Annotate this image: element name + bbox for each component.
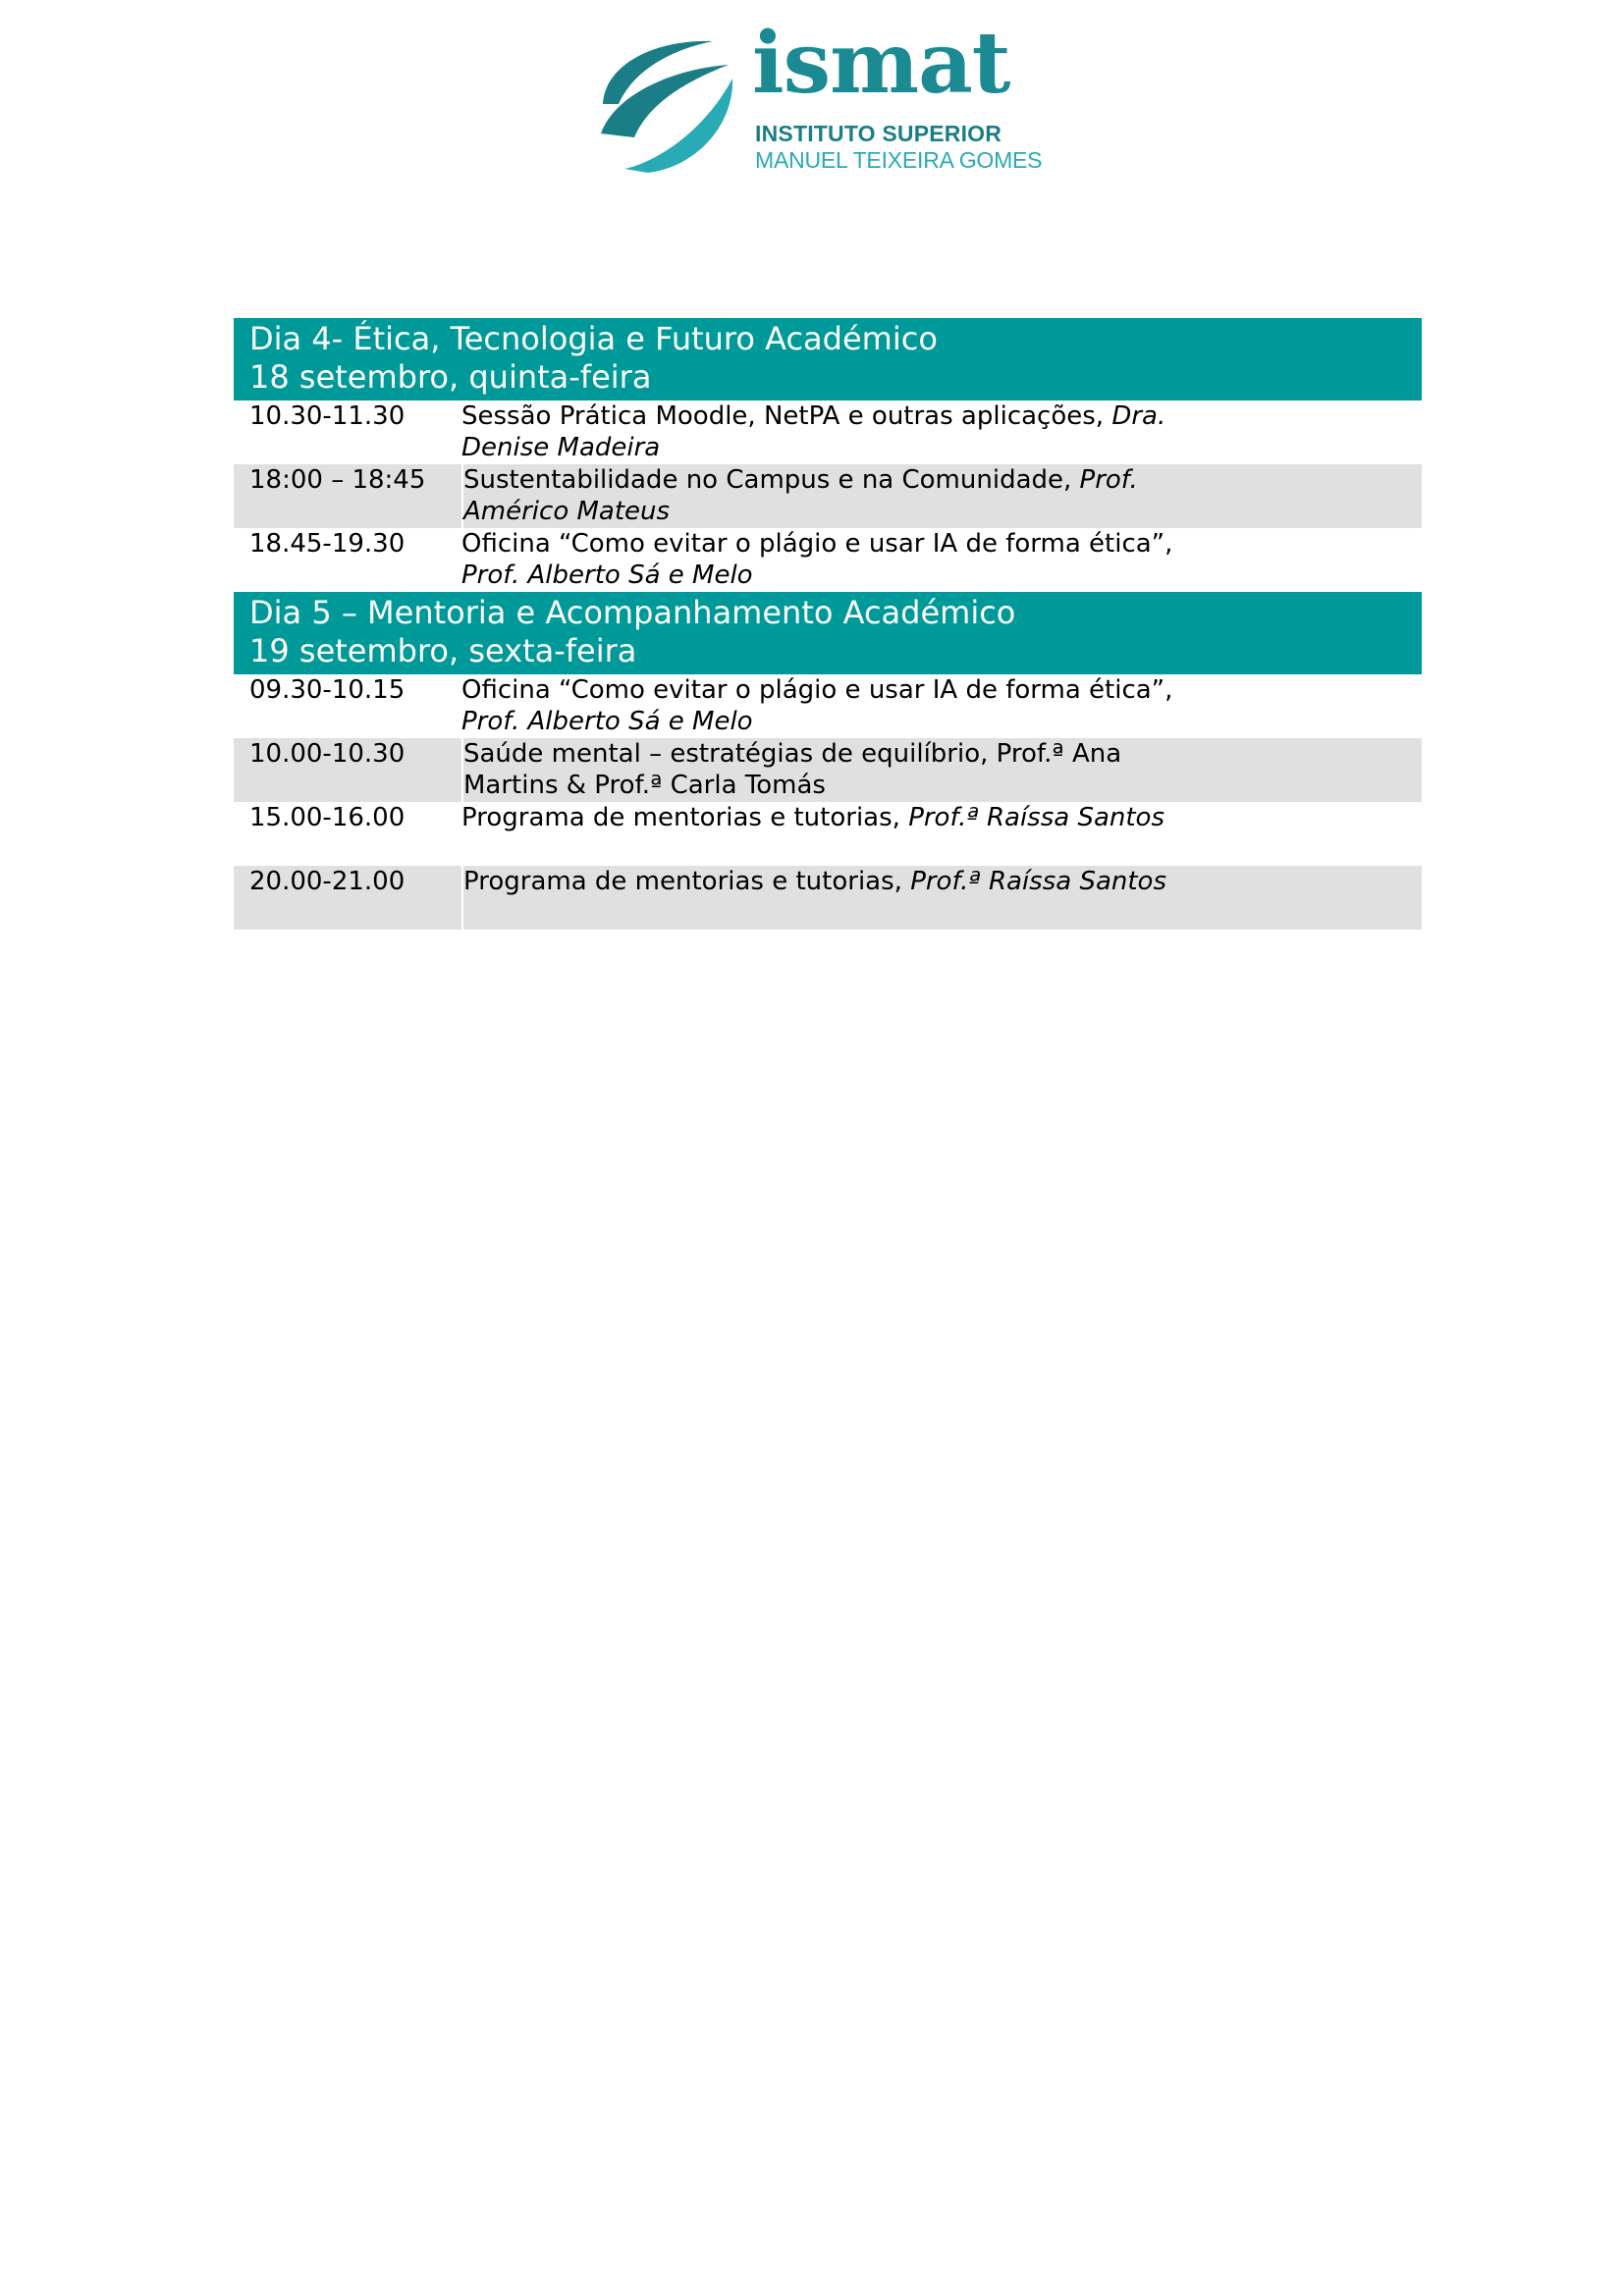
session-description: Saúde mental – estratégias de equilíbrio, Prof.ª Ana Martins & Prof.ª Carla Tomás [461, 738, 1422, 802]
ismat-logo [595, 14, 1043, 178]
session-description: Oficina “Como evitar o plágio e usar IA de forma ética”, Prof. Alberto Sá e Melo [461, 675, 1173, 736]
table-row [234, 400, 1422, 464]
day-header [234, 592, 1422, 674]
session-description: Programa de mentorias e tutorias, Prof.ª Raíssa Santos [461, 803, 1165, 832]
ismat-swoosh-icon [595, 35, 742, 178]
session-time: 20.00-21.00 [249, 867, 406, 896]
session-time: 18:00 – 18:45 [249, 465, 426, 495]
day-header [234, 318, 1422, 400]
session-description: Sustentabilidade no Campus e na Comunidade, Prof. Américo Mateus [461, 464, 1422, 528]
table-row [234, 464, 1422, 528]
session-speaker: Prof. Alberto Sá e Melo [461, 561, 753, 590]
session-time: 18.45-19.30 [249, 529, 406, 559]
session-time: 10.30-11.30 [249, 401, 406, 431]
schedule-table [234, 318, 1422, 930]
session-time: 09.30-10.15 [249, 675, 406, 705]
day-date: 18 setembro, quinta-feira [249, 358, 652, 396]
session-speaker: Dra. Denise Madeira [461, 401, 1166, 462]
day-title: Dia 5 – Mentoria e Acompanhamento Académico [249, 594, 1016, 631]
table-row [234, 674, 1422, 738]
session-description: Sessão Prática Moodle, NetPA e outras aplicações, Dra. Denise Madeira [461, 401, 1166, 462]
logo-line-1: INSTITUTO SUPERIOR [755, 121, 1002, 146]
session-time: 15.00-16.00 [249, 803, 406, 832]
day-date: 19 setembro, sexta-feira [249, 632, 637, 669]
table-row [234, 866, 1422, 930]
session-description: Programa de mentorias e tutorias, Prof.ª Raíssa Santos [461, 866, 1422, 930]
session-time: 10.00-10.30 [249, 739, 406, 769]
session-speaker: Prof. Alberto Sá e Melo [461, 707, 753, 736]
session-description: Oficina “Como evitar o plágio e usar IA de forma ética”, Prof. Alberto Sá e Melo [461, 529, 1173, 590]
session-speaker: Prof.ª Raíssa Santos [910, 867, 1167, 896]
table-row [234, 738, 1422, 802]
logo-line-2: MANUEL TEIXEIRA GOMES [755, 147, 1043, 173]
session-speaker: Prof.ª Raíssa Santos [908, 803, 1165, 832]
logo-wordmark: ismat [752, 14, 1010, 113]
session-speaker: Prof. Américo Mateus [463, 465, 1138, 526]
table-row [234, 802, 1422, 866]
table-row [234, 528, 1422, 592]
day-title: Dia 4- Ética, Tecnologia e Futuro Académico [249, 320, 938, 357]
